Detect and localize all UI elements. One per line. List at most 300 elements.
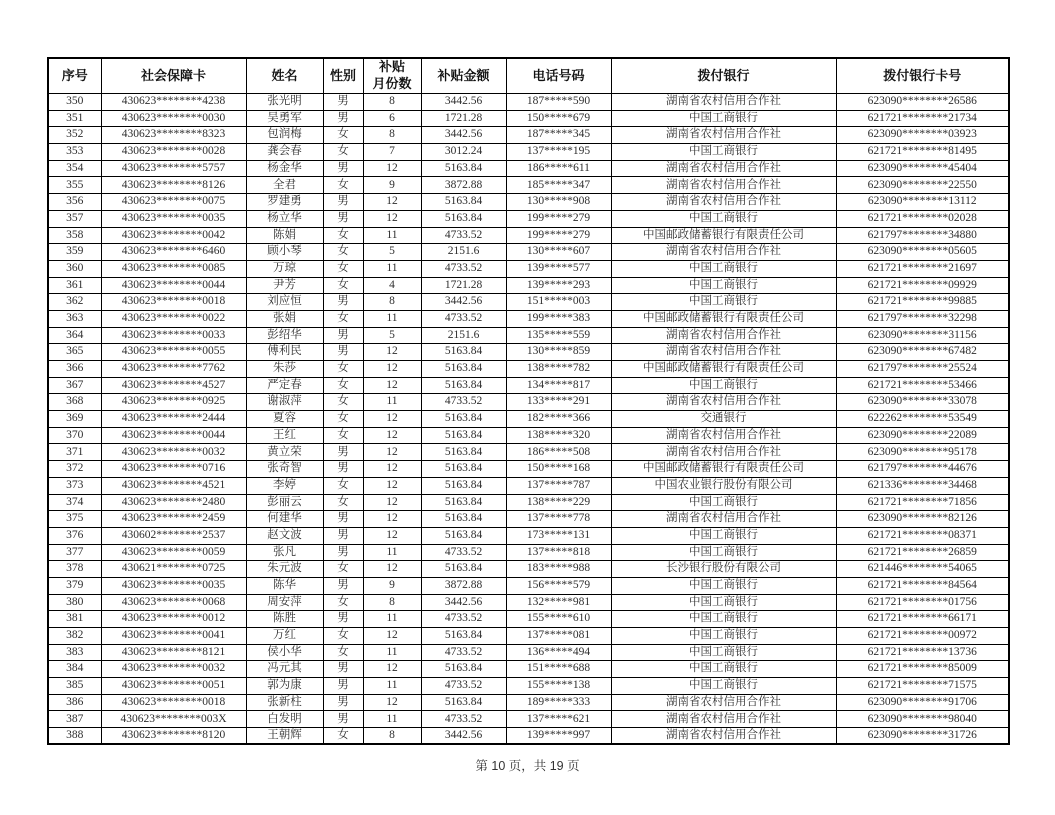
cell-amount: 3012.24 [421,144,506,161]
cell-bank: 湖南省农村信用合作社 [611,694,836,711]
cell-index: 351 [48,110,101,127]
table-row [48,444,1009,461]
cell-amount: 4733.52 [421,544,506,561]
cell-bank_card: 623090********98040 [836,711,1009,728]
cell-phone: 138*****782 [506,361,611,378]
cell-gender: 男 [323,210,363,227]
cell-amount: 5163.84 [421,661,506,678]
cell-index: 373 [48,477,101,494]
table-row [48,544,1009,561]
subsidy-table [47,57,1010,745]
cell-bank: 湖南省农村信用合作社 [611,344,836,361]
cell-name: 尹芳 [246,277,323,294]
cell-bank_card: 621721********53466 [836,377,1009,394]
cell-months: 12 [363,377,421,394]
cell-months: 12 [363,511,421,528]
cell-bank_card: 621721********26859 [836,544,1009,561]
cell-months: 12 [363,210,421,227]
cell-card: 430623********0041 [101,628,246,645]
cell-card: 430623********5757 [101,160,246,177]
cell-name: 陈华 [246,577,323,594]
cell-name: 全君 [246,177,323,194]
cell-bank_card: 621721********71856 [836,494,1009,511]
cell-amount: 5163.84 [421,194,506,211]
table-row [48,194,1009,211]
cell-bank_card: 623090********05605 [836,244,1009,261]
cell-amount: 3872.88 [421,577,506,594]
cell-months: 5 [363,327,421,344]
cell-card: 430623********0059 [101,544,246,561]
cell-bank_card: 621721********09929 [836,277,1009,294]
cell-bank_card: 622262********53549 [836,411,1009,428]
cell-amount: 2151.6 [421,244,506,261]
cell-card: 430623********2444 [101,411,246,428]
cell-card: 430623********4238 [101,94,246,111]
cell-bank: 交通银行 [611,411,836,428]
table-row [48,694,1009,711]
cell-card: 430623********0716 [101,461,246,478]
cell-bank_card: 621721********66171 [836,611,1009,628]
cell-phone: 150*****679 [506,110,611,127]
cell-phone: 137*****818 [506,544,611,561]
cell-amount: 4733.52 [421,611,506,628]
cell-bank: 中国工商银行 [611,260,836,277]
cell-phone: 133*****291 [506,394,611,411]
cell-card: 430623********0035 [101,210,246,227]
cell-bank: 中国工商银行 [611,644,836,661]
cell-gender: 女 [323,277,363,294]
cell-months: 9 [363,577,421,594]
table-row [48,394,1009,411]
cell-index: 379 [48,577,101,594]
cell-bank: 中国邮政储蓄银行有限责任公司 [611,227,836,244]
cell-bank_card: 621797********34880 [836,227,1009,244]
cell-bank: 中国邮政储蓄银行有限责任公司 [611,461,836,478]
cell-phone: 138*****320 [506,427,611,444]
cell-bank: 中国工商银行 [611,110,836,127]
cell-phone: 134*****817 [506,377,611,394]
cell-phone: 183*****988 [506,561,611,578]
cell-name: 白发明 [246,711,323,728]
cell-index: 359 [48,244,101,261]
cell-bank: 中国邮政储蓄银行有限责任公司 [611,310,836,327]
cell-months: 11 [363,644,421,661]
cell-bank_card: 623090********26586 [836,94,1009,111]
table-row [48,227,1009,244]
cell-name: 陈娟 [246,227,323,244]
table-row [48,160,1009,177]
cell-index: 362 [48,294,101,311]
cell-name: 朱莎 [246,361,323,378]
cell-phone: 182*****366 [506,411,611,428]
cell-gender: 女 [323,494,363,511]
cell-gender: 男 [323,511,363,528]
cell-bank: 中国工商银行 [611,611,836,628]
cell-index: 376 [48,527,101,544]
cell-phone: 199*****279 [506,227,611,244]
cell-index: 354 [48,160,101,177]
cell-bank_card: 621797********44676 [836,461,1009,478]
cell-phone: 155*****610 [506,611,611,628]
cell-phone: 156*****579 [506,577,611,594]
cell-bank: 中国工商银行 [611,661,836,678]
cell-phone: 137*****787 [506,477,611,494]
cell-bank_card: 621721********08371 [836,527,1009,544]
cell-name: 顾小琴 [246,244,323,261]
cell-months: 11 [363,394,421,411]
cell-phone: 137*****621 [506,711,611,728]
table-row [48,310,1009,327]
cell-months: 12 [363,561,421,578]
cell-name: 万琼 [246,260,323,277]
cell-amount: 2151.6 [421,327,506,344]
cell-months: 12 [363,361,421,378]
cell-index: 375 [48,511,101,528]
cell-phone: 132*****981 [506,594,611,611]
cell-months: 12 [363,444,421,461]
cell-months: 12 [363,411,421,428]
cell-name: 陈胜 [246,611,323,628]
cell-amount: 4733.52 [421,711,506,728]
cell-months: 11 [363,678,421,695]
cell-amount: 5163.84 [421,411,506,428]
cell-amount: 5163.84 [421,461,506,478]
cell-card: 430623********0033 [101,327,246,344]
cell-name: 彭丽云 [246,494,323,511]
cell-name: 冯元其 [246,661,323,678]
cell-gender: 男 [323,527,363,544]
page-number: 第 10 页，共 19 页 [475,759,580,773]
cell-bank: 中国工商银行 [611,377,836,394]
cell-bank_card: 623090********82126 [836,511,1009,528]
cell-name: 王朝辉 [246,728,323,745]
cell-gender: 男 [323,461,363,478]
cell-name: 张凡 [246,544,323,561]
cell-name: 夏容 [246,411,323,428]
cell-months: 12 [363,461,421,478]
table-row [48,561,1009,578]
table-row [48,327,1009,344]
table-row [48,244,1009,261]
cell-card: 430623********0075 [101,194,246,211]
cell-gender: 女 [323,310,363,327]
cell-months: 12 [363,160,421,177]
cell-gender: 男 [323,711,363,728]
cell-amount: 4733.52 [421,644,506,661]
cell-index: 364 [48,327,101,344]
cell-card: 430623********4527 [101,377,246,394]
cell-index: 361 [48,277,101,294]
cell-bank: 中国工商银行 [611,678,836,695]
cell-phone: 189*****333 [506,694,611,711]
table-row [48,678,1009,695]
cell-bank: 中国工商银行 [611,577,836,594]
column-header-phone: 电话号码 [506,58,611,94]
cell-bank_card: 621336********34468 [836,477,1009,494]
cell-bank_card: 623090********45404 [836,160,1009,177]
cell-amount: 5163.84 [421,477,506,494]
cell-months: 8 [363,127,421,144]
cell-index: 372 [48,461,101,478]
cell-bank: 湖南省农村信用合作社 [611,444,836,461]
cell-card: 430623********0032 [101,444,246,461]
cell-phone: 130*****607 [506,244,611,261]
cell-card: 430623********0044 [101,277,246,294]
cell-name: 傅利民 [246,344,323,361]
cell-bank: 湖南省农村信用合作社 [611,177,836,194]
cell-name: 万红 [246,628,323,645]
table-row [48,377,1009,394]
cell-months: 12 [363,194,421,211]
cell-bank_card: 621721********00972 [836,628,1009,645]
cell-phone: 136*****494 [506,644,611,661]
column-header-bank: 拨付银行 [611,58,836,94]
cell-amount: 1721.28 [421,110,506,127]
table-row [48,260,1009,277]
cell-card: 430623********0925 [101,394,246,411]
cell-index: 367 [48,377,101,394]
cell-months: 4 [363,277,421,294]
table-row [48,344,1009,361]
cell-card: 430623********0035 [101,577,246,594]
table-row [48,661,1009,678]
cell-card: 430623********6460 [101,244,246,261]
cell-gender: 男 [323,694,363,711]
cell-gender: 男 [323,327,363,344]
cell-index: 369 [48,411,101,428]
cell-index: 368 [48,394,101,411]
cell-bank_card: 623090********67482 [836,344,1009,361]
cell-months: 12 [363,527,421,544]
column-header-name: 姓名 [246,58,323,94]
cell-phone: 173*****131 [506,527,611,544]
cell-months: 12 [363,427,421,444]
cell-name: 张光明 [246,94,323,111]
cell-name: 王红 [246,427,323,444]
cell-bank_card: 621721********99885 [836,294,1009,311]
table-row [48,628,1009,645]
cell-name: 包润梅 [246,127,323,144]
cell-name: 周安萍 [246,594,323,611]
cell-bank: 长沙银行股份有限公司 [611,561,836,578]
cell-bank_card: 621721********84564 [836,577,1009,594]
cell-gender: 男 [323,661,363,678]
cell-amount: 3442.56 [421,728,506,745]
cell-name: 杨立华 [246,210,323,227]
cell-bank_card: 623090********91706 [836,694,1009,711]
cell-phone: 151*****688 [506,661,611,678]
cell-name: 吴勇军 [246,110,323,127]
table-row [48,144,1009,161]
column-header-bank_card: 拨付银行卡号 [836,58,1009,94]
cell-index: 380 [48,594,101,611]
cell-name: 龚会春 [246,144,323,161]
cell-card: 430623********0030 [101,110,246,127]
cell-name: 何建华 [246,511,323,528]
cell-gender: 女 [323,394,363,411]
cell-amount: 4733.52 [421,394,506,411]
cell-index: 358 [48,227,101,244]
table-header [48,58,1009,94]
cell-bank: 湖南省农村信用合作社 [611,394,836,411]
cell-gender: 女 [323,227,363,244]
cell-index: 366 [48,361,101,378]
cell-months: 11 [363,260,421,277]
column-header-card: 社会保障卡 [101,58,246,94]
cell-card: 430623********2480 [101,494,246,511]
cell-amount: 5163.84 [421,210,506,227]
cell-name: 张娟 [246,310,323,327]
cell-phone: 155*****138 [506,678,611,695]
cell-gender: 女 [323,144,363,161]
cell-index: 374 [48,494,101,511]
cell-phone: 187*****590 [506,94,611,111]
cell-card: 430623********0018 [101,294,246,311]
cell-bank: 中国邮政储蓄银行有限责任公司 [611,361,836,378]
cell-months: 6 [363,110,421,127]
cell-amount: 4733.52 [421,310,506,327]
cell-months: 12 [363,477,421,494]
cell-name: 杨金华 [246,160,323,177]
table-row [48,361,1009,378]
cell-gender: 男 [323,544,363,561]
header-row [48,58,1009,94]
cell-phone: 150*****168 [506,461,611,478]
table-row [48,411,1009,428]
cell-phone: 187*****345 [506,127,611,144]
cell-card: 430623********0042 [101,227,246,244]
cell-bank: 湖南省农村信用合作社 [611,511,836,528]
cell-bank_card: 621721********71575 [836,678,1009,695]
cell-amount: 4733.52 [421,227,506,244]
cell-bank_card: 621721********81495 [836,144,1009,161]
cell-gender: 女 [323,411,363,428]
cell-phone: 130*****859 [506,344,611,361]
cell-name: 张新柱 [246,694,323,711]
cell-name: 侯小华 [246,644,323,661]
cell-months: 7 [363,144,421,161]
cell-card: 430602********2537 [101,527,246,544]
cell-months: 8 [363,94,421,111]
cell-bank_card: 621721********01756 [836,594,1009,611]
cell-amount: 5163.84 [421,527,506,544]
table-row [48,110,1009,127]
cell-phone: 137*****195 [506,144,611,161]
cell-gender: 女 [323,127,363,144]
table-row [48,461,1009,478]
table-row [48,494,1009,511]
table-row [48,277,1009,294]
cell-amount: 5163.84 [421,361,506,378]
cell-bank: 中国工商银行 [611,277,836,294]
cell-index: 383 [48,644,101,661]
cell-bank_card: 621797********25524 [836,361,1009,378]
table-row [48,210,1009,227]
cell-card: 430623********0022 [101,310,246,327]
cell-amount: 3442.56 [421,94,506,111]
cell-amount: 5163.84 [421,377,506,394]
cell-gender: 男 [323,444,363,461]
cell-card: 430623********0028 [101,144,246,161]
cell-bank: 中国工商银行 [611,210,836,227]
cell-months: 8 [363,728,421,745]
cell-bank_card: 623090********22550 [836,177,1009,194]
cell-card: 430623********4521 [101,477,246,494]
cell-months: 11 [363,310,421,327]
cell-index: 387 [48,711,101,728]
table-row [48,511,1009,528]
cell-bank: 中国工商银行 [611,527,836,544]
cell-name: 黄立荣 [246,444,323,461]
cell-phone: 139*****293 [506,277,611,294]
cell-card: 430623********0018 [101,694,246,711]
cell-months: 11 [363,711,421,728]
table-row [48,644,1009,661]
cell-amount: 5163.84 [421,628,506,645]
cell-amount: 3442.56 [421,594,506,611]
cell-bank: 湖南省农村信用合作社 [611,160,836,177]
cell-phone: 139*****997 [506,728,611,745]
cell-index: 352 [48,127,101,144]
table-row [48,728,1009,745]
table-row [48,711,1009,728]
cell-months: 8 [363,294,421,311]
cell-name: 刘应恒 [246,294,323,311]
table-row [48,127,1009,144]
cell-bank_card: 623090********13112 [836,194,1009,211]
cell-index: 357 [48,210,101,227]
cell-card: 430623********0068 [101,594,246,611]
cell-gender: 女 [323,377,363,394]
cell-index: 386 [48,694,101,711]
cell-bank: 中国工商银行 [611,294,836,311]
cell-gender: 男 [323,110,363,127]
cell-gender: 女 [323,361,363,378]
cell-bank: 中国农业银行股份有限公司 [611,477,836,494]
cell-months: 11 [363,611,421,628]
cell-phone: 185*****347 [506,177,611,194]
cell-amount: 3872.88 [421,177,506,194]
cell-amount: 4733.52 [421,260,506,277]
cell-gender: 女 [323,260,363,277]
cell-index: 363 [48,310,101,327]
cell-months: 5 [363,244,421,261]
cell-months: 9 [363,177,421,194]
cell-phone: 138*****229 [506,494,611,511]
cell-index: 360 [48,260,101,277]
cell-bank: 中国工商银行 [611,594,836,611]
cell-amount: 5163.84 [421,561,506,578]
cell-name: 郭为康 [246,678,323,695]
cell-bank: 湖南省农村信用合作社 [611,327,836,344]
cell-gender: 女 [323,244,363,261]
cell-phone: 151*****003 [506,294,611,311]
cell-bank_card: 621446********54065 [836,561,1009,578]
cell-months: 12 [363,494,421,511]
cell-index: 388 [48,728,101,745]
cell-bank: 湖南省农村信用合作社 [611,427,836,444]
cell-amount: 5163.84 [421,444,506,461]
cell-bank: 湖南省农村信用合作社 [611,127,836,144]
cell-amount: 5163.84 [421,344,506,361]
cell-name: 罗建勇 [246,194,323,211]
table-row [48,477,1009,494]
cell-index: 381 [48,611,101,628]
cell-index: 365 [48,344,101,361]
cell-card: 430623********0051 [101,678,246,695]
cell-card: 430623********0085 [101,260,246,277]
cell-name: 张奇智 [246,461,323,478]
